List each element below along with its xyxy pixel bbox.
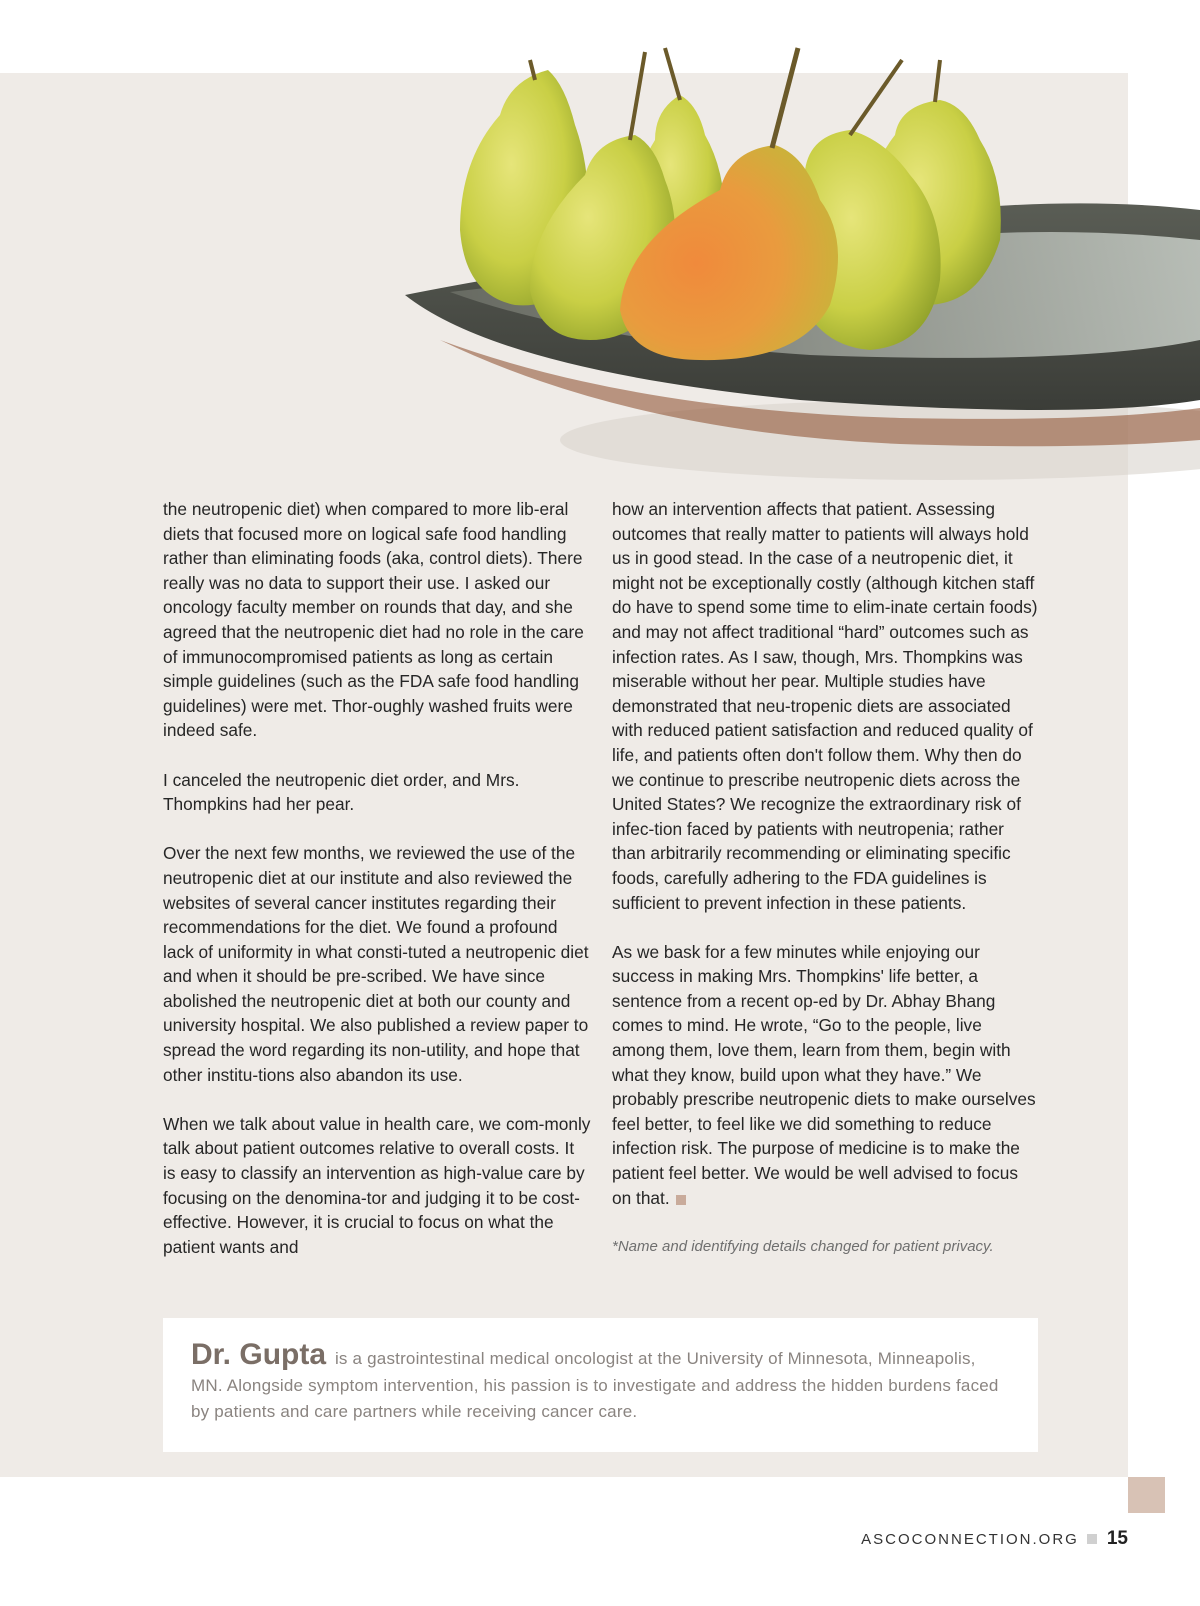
article-column-right (612, 497, 1038, 1259)
footer-site-url: ASCOCONNECTION.ORG (861, 1530, 1079, 1548)
pears-on-plate-image (380, 40, 1200, 510)
article-paragraph: When we talk about value in health care, we com-monly talk about patient outcomes relative to overall costs. It is easy to classify an intervention as high-value care by focusing on the denomina-tor and judging it to be cost-effective. However, it is crucial to focus on what the patient wants and (163, 1113, 591, 1257)
author-name: Dr. Gupta (191, 1338, 327, 1371)
article-column-left (163, 497, 591, 1284)
page-number: 15 (1106, 1528, 1128, 1549)
article-paragraph: the neutropenic diet) when compared to more lib-eral diets that focused more on logical safe food handling rather than eliminating foods (aka, control diets). There really was no data to support their use. I asked our oncology faculty member on rounds that day, and she agreed that the neutropenic diet had no role in the care of immunocompromised patients as long as certain simple guidelines (such as the FDA safe food handling guidelines) were met. Thor-oughly washed fruits were indeed safe. (163, 499, 584, 741)
article-paragraph: Over the next few months, we reviewed the use of the neutropenic diet at our institute and also reviewed the websites of several cancer institutes regarding their recommendations for the diet. We found a profound lack of uniformity in what consti-tuted a neutropenic diet and when it should be pre-scribed. We have since abolished the neutropenic diet at both our county and university hospital. We also published a review paper to spread the word regarding its non-utility, and hope that other institu-tions also abandon its use. (163, 843, 589, 1085)
footer-separator (1087, 1534, 1097, 1544)
article-paragraph: how an intervention affects that patient. Assessing outcomes that really matter to patients will always hold us in good stead. In the case of a neutropenic diet, it might not be exceptionally costly (although kitchen staff do have to spend some time to elim-inate certain foods) and may not affect traditional “hard” outcomes such as infection rates. As I saw, though, Mrs. Thompkins was miserable without her pear. Multiple studies have demonstrated that neu-tropenic diets are associated with reduced patient satisfaction and reduced quality of life, and patients often don't follow them. Why then do we continue to prescribe neutropenic diets across the United States? We recognize the extraordinary risk of infec-tion faced by patients with neutropenia; rather than arbitrarily recommending or eliminating specific foods, carefully adhering to the FDA guidelines is sufficient to prevent infection in these patients. (612, 499, 1038, 913)
page-footer (861, 1528, 1128, 1550)
decorative-corner-square (1128, 1477, 1165, 1513)
author-bio-text: is a gastrointestinal medical oncologist at the University of Minnesota, Minneapolis, MN. Alongside symptom intervention, his passion is to investigate and address the hidden burdens faced by patients and care partners while receiving cancer care. (191, 1349, 999, 1421)
end-of-article-mark (676, 1195, 686, 1205)
article-paragraph: I canceled the neutropenic diet order, and Mrs. Thompkins had her pear. (163, 769, 520, 815)
article-paragraph-text: As we bask for a few minutes while enjoying our success in making Mrs. Thompkins' life better, a sentence from a recent op-ed by Dr. Abhay Bhang comes to mind. He wrote, “Go to the people, live among them, love them, learn from them, begin with what they know, build upon what they have.” We probably prescribe neutropenic diets to make ourselves feel better, to feel like we did something to reduce infection risk. The purpose of medicine is to make the patient feel better. We would be well advised to focus on that. (612, 941, 1036, 1208)
privacy-footnote: *Name and identifying details changed for patient privacy. (612, 1237, 994, 1255)
author-bio-box (163, 1318, 1038, 1452)
article-paragraph-final (612, 940, 1038, 1211)
